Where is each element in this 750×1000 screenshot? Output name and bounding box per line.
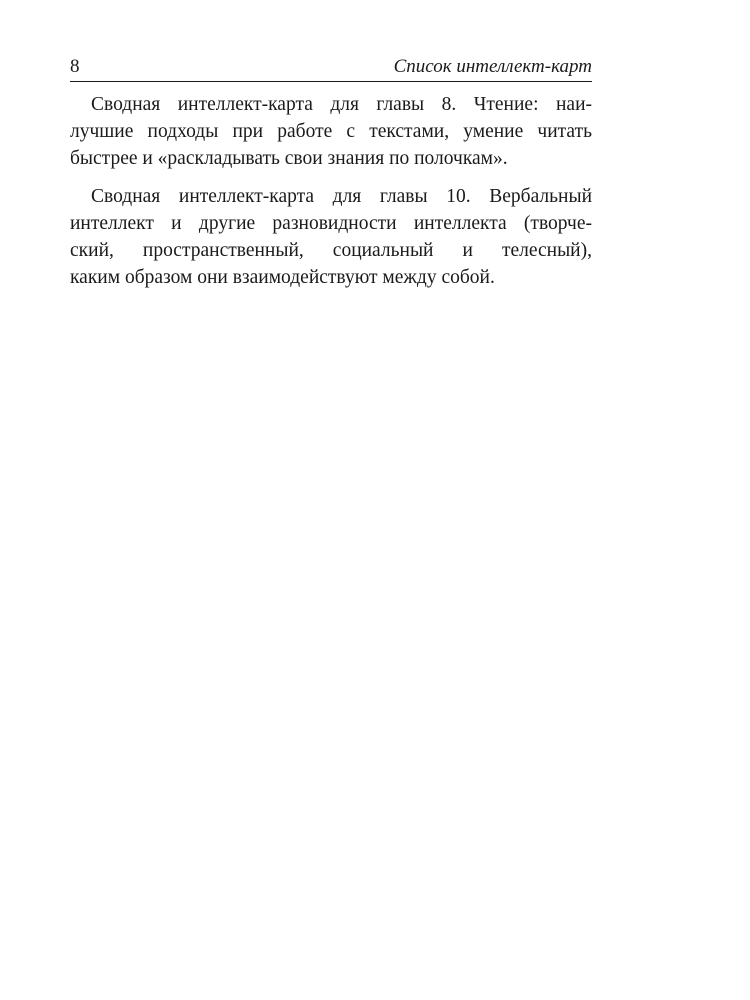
text-line: Сводная интеллект-карта для главы 10. Вербальный bbox=[91, 186, 592, 207]
page-header bbox=[70, 54, 592, 80]
text-line: Сводная интеллект-карта для главы 8. Чтение: наи- bbox=[91, 94, 592, 115]
text-line: быстрее и «раскладывать свои знания по полочкам». bbox=[70, 148, 508, 169]
text-line: каким образом они взаимодействуют между собой. bbox=[70, 267, 495, 288]
paragraph-chapter-10 bbox=[70, 183, 592, 291]
text-line: интеллект и другие разновидности интеллекта (творче- bbox=[70, 213, 592, 234]
text-line: ский, пространственный, социальный и телесный), bbox=[70, 240, 592, 261]
running-title: Список интеллект-карт bbox=[393, 56, 592, 77]
paragraph-chapter-8 bbox=[70, 91, 592, 172]
body-text bbox=[70, 91, 592, 302]
header-rule bbox=[70, 81, 592, 82]
text-line: лучшие подходы при работе с текстами, умение читать bbox=[70, 121, 592, 142]
page-number: 8 bbox=[70, 56, 80, 77]
